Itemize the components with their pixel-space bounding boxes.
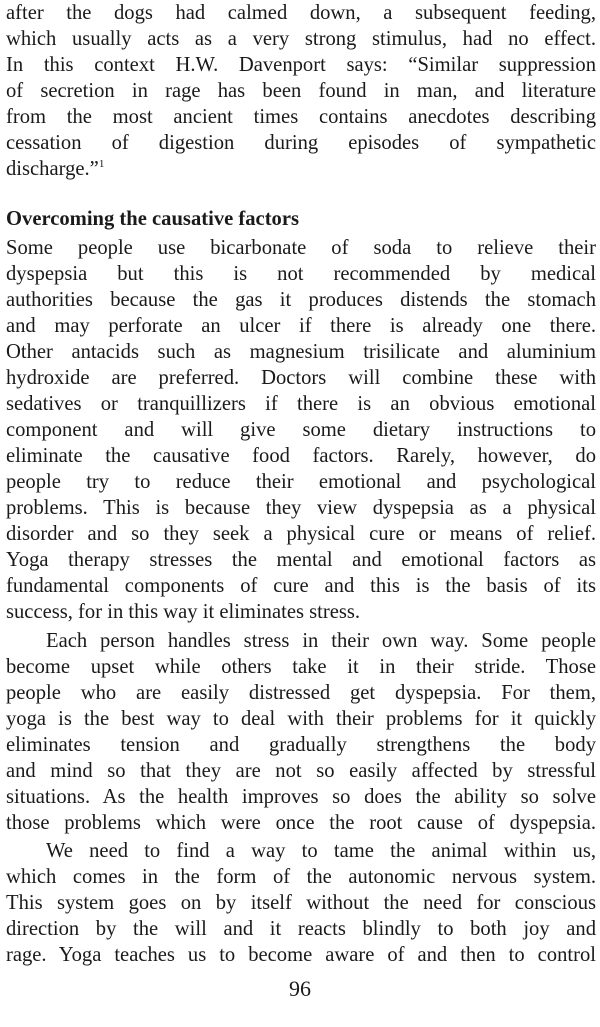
- text-line: and may perforate an ulcer if there is already one there.: [6, 315, 596, 337]
- text-line: Some people use bicarbonate of soda to relieve their: [6, 237, 596, 259]
- text-line: In this context H.W. Davenport says: “Similar suppression: [6, 54, 596, 76]
- text-line: cessation of digestion during episodes of sympathetic: [6, 132, 596, 154]
- text-line: those problems which were once the root cause of dyspepsia.: [6, 812, 596, 834]
- text-line: people try to reduce their emotional and psychological: [6, 471, 596, 493]
- paragraph-1: [6, 0, 596, 182]
- text-line: which comes in the form of the autonomic nervous system.: [6, 866, 596, 888]
- text-line: Other antacids such as magnesium trisilicate and aluminium: [6, 341, 596, 363]
- text-line: yoga is the best way to deal with their problems for it quickly: [6, 708, 596, 730]
- text-line: fundamental components of cure and this is the basis of its: [6, 575, 596, 597]
- text-line: of secretion in rage has been found in man, and literature: [6, 80, 596, 102]
- text-line-last: [6, 156, 596, 182]
- text-line: sedatives or tranquillizers if there is an obvious emotional: [6, 393, 596, 415]
- text-line: authorities because the gas it produces distends the stomach: [6, 289, 596, 311]
- text-line: hydroxide are preferred. Doctors will combine these with: [6, 367, 596, 389]
- text-line: eliminate the causative food factors. Rarely, however, do: [6, 445, 596, 467]
- text-line-indented: We need to find a way to tame the animal within us,: [46, 840, 596, 862]
- text-line-indented: Each person handles stress in their own way. Some people: [46, 630, 596, 652]
- section-heading: Overcoming the causative factors: [6, 208, 300, 230]
- text-line: become upset while others take it in their stride. Those: [6, 656, 596, 678]
- paragraph-2: [6, 235, 596, 625]
- text-line: and mind so that they are not so easily affected by stressful: [6, 760, 596, 782]
- text-line: dyspepsia but this is not recommended by medical: [6, 263, 596, 285]
- text-line: rage. Yoga teaches us to become aware of and then to control: [6, 944, 596, 966]
- page-number: 96: [289, 976, 311, 1001]
- text-line: direction by the will and it reacts blindly to both joy and: [6, 918, 596, 940]
- text-line: from the most ancient times contains anecdotes describing: [6, 106, 596, 128]
- paragraph-3: [6, 628, 596, 836]
- text-line-content: discharge.”: [6, 158, 99, 180]
- text-line-last: success, for in this way it eliminates stress.: [6, 601, 361, 623]
- text-line: This system goes on by itself without the need for conscious: [6, 892, 596, 914]
- text-line: situations. As the health improves so does the ability so solve: [6, 786, 596, 808]
- text-line: eliminates tension and gradually strengthens the body: [6, 734, 596, 756]
- text-line: people who are easily distressed get dyspepsia. For them,: [6, 682, 596, 704]
- text-line: after the dogs had calmed down, a subsequent feeding,: [6, 2, 596, 24]
- paragraph-4: [6, 838, 596, 968]
- text-line: problems. This is because they view dyspepsia as a physical: [6, 497, 596, 519]
- text-line: Yoga therapy stresses the mental and emotional factors as: [6, 549, 596, 571]
- text-line: component and will give some dietary instructions to: [6, 419, 596, 441]
- text-line: which usually acts as a very strong stimulus, had no effect.: [6, 28, 596, 50]
- footnote-marker: 1: [98, 158, 105, 170]
- text-line: disorder and so they seek a physical cure or means of relief.: [6, 523, 596, 545]
